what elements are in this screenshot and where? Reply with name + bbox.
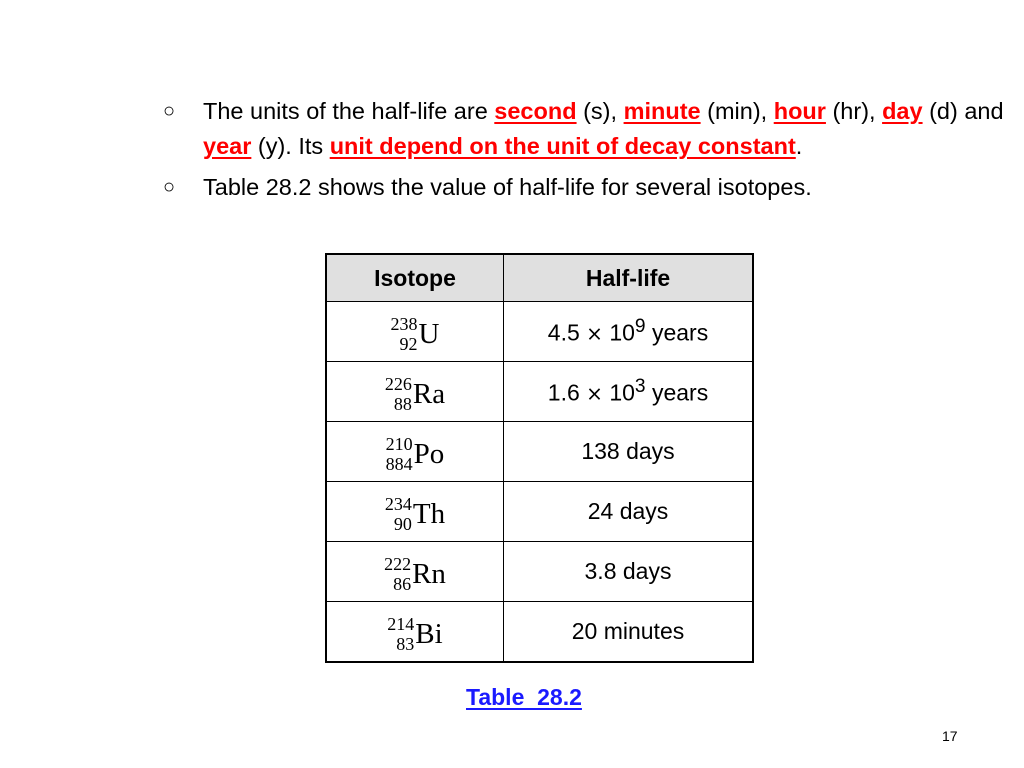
- half-life-unit: years: [651, 319, 709, 346]
- nucleon-numbers: [385, 494, 412, 534]
- nuclide-notation: [387, 614, 442, 654]
- highlighted-term: unit depend on the unit of decay constant: [329, 133, 796, 159]
- isotope-cell: [326, 542, 504, 602]
- isotope-cell: [326, 602, 504, 663]
- nuclide-notation: [385, 374, 445, 414]
- highlighted-term: second: [494, 98, 577, 124]
- nucleon-numbers: [387, 614, 414, 654]
- element-symbol: Ra: [412, 378, 446, 410]
- atomic-number: 88: [393, 394, 412, 414]
- element-symbol: Rn: [412, 558, 446, 590]
- mass-number: 222: [384, 554, 412, 574]
- bullet-text: (s),: [576, 98, 624, 124]
- nucleon-numbers: [391, 314, 418, 354]
- element-symbol: U: [418, 318, 440, 350]
- header-half-life: Half-life: [504, 254, 754, 302]
- times-sign: ×: [586, 381, 603, 406]
- element-symbol: Th: [412, 498, 446, 530]
- half-life-value: 3.8 days: [584, 558, 672, 584]
- mass-number: 238: [390, 314, 418, 334]
- half-life-cell: [504, 422, 754, 482]
- table-row: [326, 362, 753, 422]
- atomic-number: 884: [385, 454, 413, 474]
- mass-number: 234: [384, 494, 412, 514]
- isotope-table: [325, 253, 754, 663]
- isotope-cell: [326, 422, 504, 482]
- atomic-number: 92: [399, 334, 418, 354]
- highlighted-term: year: [203, 133, 252, 159]
- table-row: [326, 482, 753, 542]
- bullet-text: The units of the half-life are: [203, 98, 495, 124]
- table-caption: Table 28.2: [466, 684, 582, 710]
- table-row: [326, 422, 753, 482]
- atomic-number: 86: [393, 574, 412, 594]
- atomic-number: 83: [396, 634, 415, 654]
- table-row: [326, 542, 753, 602]
- half-life-cell: [504, 482, 754, 542]
- bullet-text: (hr),: [825, 98, 883, 124]
- bullet-text: .: [795, 133, 803, 159]
- mass-number: 214: [387, 614, 415, 634]
- table-row: [326, 602, 753, 663]
- nucleon-numbers: [386, 434, 413, 474]
- bullet-item: [163, 94, 1013, 164]
- half-life-cell: [504, 302, 754, 362]
- bullet-circle-icon: ○: [163, 176, 176, 198]
- mass-number: 226: [384, 374, 412, 394]
- half-life-mantissa: 1.6: [547, 379, 580, 406]
- half-life-exponent: 9: [634, 316, 646, 338]
- bullet-text: (d) and: [922, 98, 1004, 124]
- nuclide-notation: [385, 494, 445, 534]
- table-body: [326, 302, 753, 663]
- element-symbol: Bi: [415, 618, 443, 650]
- half-life-base: 10: [609, 319, 635, 346]
- bullet-item: [163, 170, 1013, 205]
- header-isotope: Isotope: [326, 254, 504, 302]
- half-life-cell: [504, 362, 754, 422]
- half-life-value: 24 days: [587, 498, 669, 524]
- bullet-list: [163, 94, 1013, 211]
- isotope-cell: [326, 362, 504, 422]
- half-life-base: 10: [609, 379, 635, 406]
- half-life-cell: [504, 602, 754, 663]
- bullet-circle-icon: ○: [163, 100, 176, 122]
- bullet-text: (y). Its: [251, 133, 330, 159]
- half-life-unit: years: [651, 379, 709, 406]
- isotope-cell: [326, 482, 504, 542]
- times-sign: ×: [586, 321, 603, 346]
- table-row: [326, 302, 753, 362]
- highlighted-term: hour: [773, 98, 826, 124]
- half-life-value: 138 days: [581, 438, 675, 464]
- element-symbol: Po: [413, 438, 445, 470]
- page-number: 17: [942, 728, 958, 744]
- bullet-text: Table 28.2 shows the value of half-life for several isotopes.: [203, 174, 812, 200]
- mass-number: 210: [385, 434, 413, 454]
- highlighted-term: minute: [623, 98, 701, 124]
- highlighted-term: day: [882, 98, 923, 124]
- half-life-cell: [504, 542, 754, 602]
- nucleon-numbers: [384, 554, 411, 594]
- half-life-mantissa: 4.5: [547, 319, 580, 346]
- nucleon-numbers: [385, 374, 412, 414]
- half-life-value: 20 minutes: [571, 618, 685, 644]
- bullet-text: (min),: [700, 98, 774, 124]
- nuclide-notation: [391, 314, 440, 354]
- nuclide-notation: [384, 554, 446, 594]
- table-header-row: [326, 254, 753, 302]
- isotope-cell: [326, 302, 504, 362]
- atomic-number: 90: [393, 514, 412, 534]
- half-life-exponent: 3: [634, 376, 646, 398]
- nuclide-notation: [386, 434, 445, 474]
